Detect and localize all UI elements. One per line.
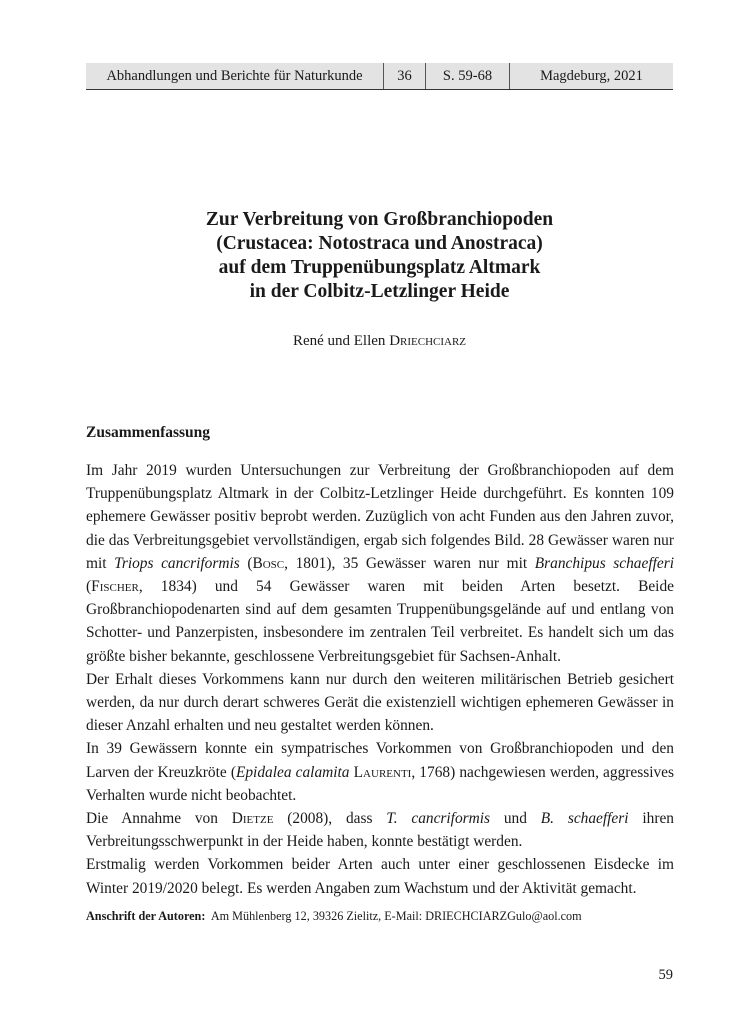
title-line: Zur Verbreitung von Großbranchiopoden [205,209,554,230]
text-run: ihren Verbreitungsschwerpunkt in der Heide haben, konnte bestätigt werden. [86,810,674,851]
abstract-paragraph-5: Erstmalig werden Vorkommen beider Arten auch unter einer geschlossenen Eisdecke im Winter 2019/2020 belegt. Es werden Angaben zum Wachstum und der Aktivität gemacht. [86,856,674,897]
abstract-paragraph-2: Der Erhalt dieses Vorkommens kann nur durch den weiteren militärischen Betrieb gesichert werden, da nur durch derart schweres Gerät die existenziell wichtigen ephemeren Gewässer in dieser Anzahl erhalten und neu gestaltet werden können. [86,670,674,735]
title-line: auf dem Truppenübungsplatz Altmark [218,257,541,278]
abstract-body [86,459,674,900]
title-line: (Crustacea: Notostraca und Anostraca) [216,233,543,254]
journal-header [86,63,673,90]
abstract-paragraph-4 [86,807,674,853]
text-run: ( [239,554,253,572]
species-name: B. schaefferi [540,810,629,828]
text-run: , 1801), 35 Gewässer waren nur mit [284,554,535,572]
abstract-paragraph-1 [86,459,674,668]
journal-name: Abhandlungen und Berichte für Naturkunde [106,67,363,84]
species-name: T. cancriformis [386,810,491,828]
place-year: Magdeburg, 2021 [509,63,673,89]
author-address [86,909,582,924]
page-number: 59 [658,967,673,983]
abstract-paragraph-3 [86,737,674,807]
text-run: In 39 Gewässern konnte ein sympatrisches Vorkommen von Großbranchiopoden und den Larven der Kreuzkröte ( [86,740,674,781]
species-name: Branchipus schaefferi [534,554,674,572]
author-citation: Dietze [231,810,274,828]
volume-number: 36 [383,63,425,89]
text-run: , 1768) nachgewiesen werden, aggressives Verhalten wurde nicht beobachtet. [86,763,674,804]
author-citation: Laurenti [353,763,412,781]
article-title [86,208,673,304]
text-run: , 1834) und 54 Gewässer waren mit beiden Arten besetzt. Beide Großbranchiopodenarten sind auf dem gesamten Truppenübungsgelände auf und entlang von Schotter- und Panzerpisten, insbesondere im zentralen Teil verbreitet. Es handelt sich um das größte bisher bekannte, geschlossene Verbreitungsgebiet für Sachsen-Anhalt. [86,578,674,665]
text-run: und [490,810,541,828]
page-range: S. 59-68 [425,63,509,89]
title-line: in der Colbitz-Letzlinger Heide [249,281,510,302]
text-run: Im Jahr 2019 wurden Untersuchungen zur Verbreitung der Großbranchiopoden auf dem Truppenübungsplatz Altmark in der Colbitz-Letzlinger Heide durchgeführt. Es konnten 109 ephemere Gewässer positiv beprobt werden. Zuzüglich von acht Funden aus den Jahren zuvor, die das Verbreitungsgebiet vervollständigen, ergab sich folgendes Bild. 28 Gewässer waren nur mit [86,462,674,572]
author-line [86,333,673,350]
species-name: Triops cancriformis [114,554,240,572]
address-text: Am Mühlenberg 12, 39326 Zielitz, E-Mail: DRIECHCIARZGulo@aol.com [210,909,582,923]
author-surname: Driechciarz [389,333,467,349]
text-run: Die Annahme von [86,810,232,828]
author-citation: Fischer [91,578,139,596]
author-citation: Bosc [252,554,285,572]
species-name: Epidalea calamita [235,763,350,781]
address-label: Anschrift der Autoren: [86,909,206,923]
abstract-heading: Zusammenfassung [86,424,211,441]
author-given-names: René und Ellen [292,333,386,349]
text-run: (2008), dass [273,810,387,828]
text-run: ( [86,578,92,596]
